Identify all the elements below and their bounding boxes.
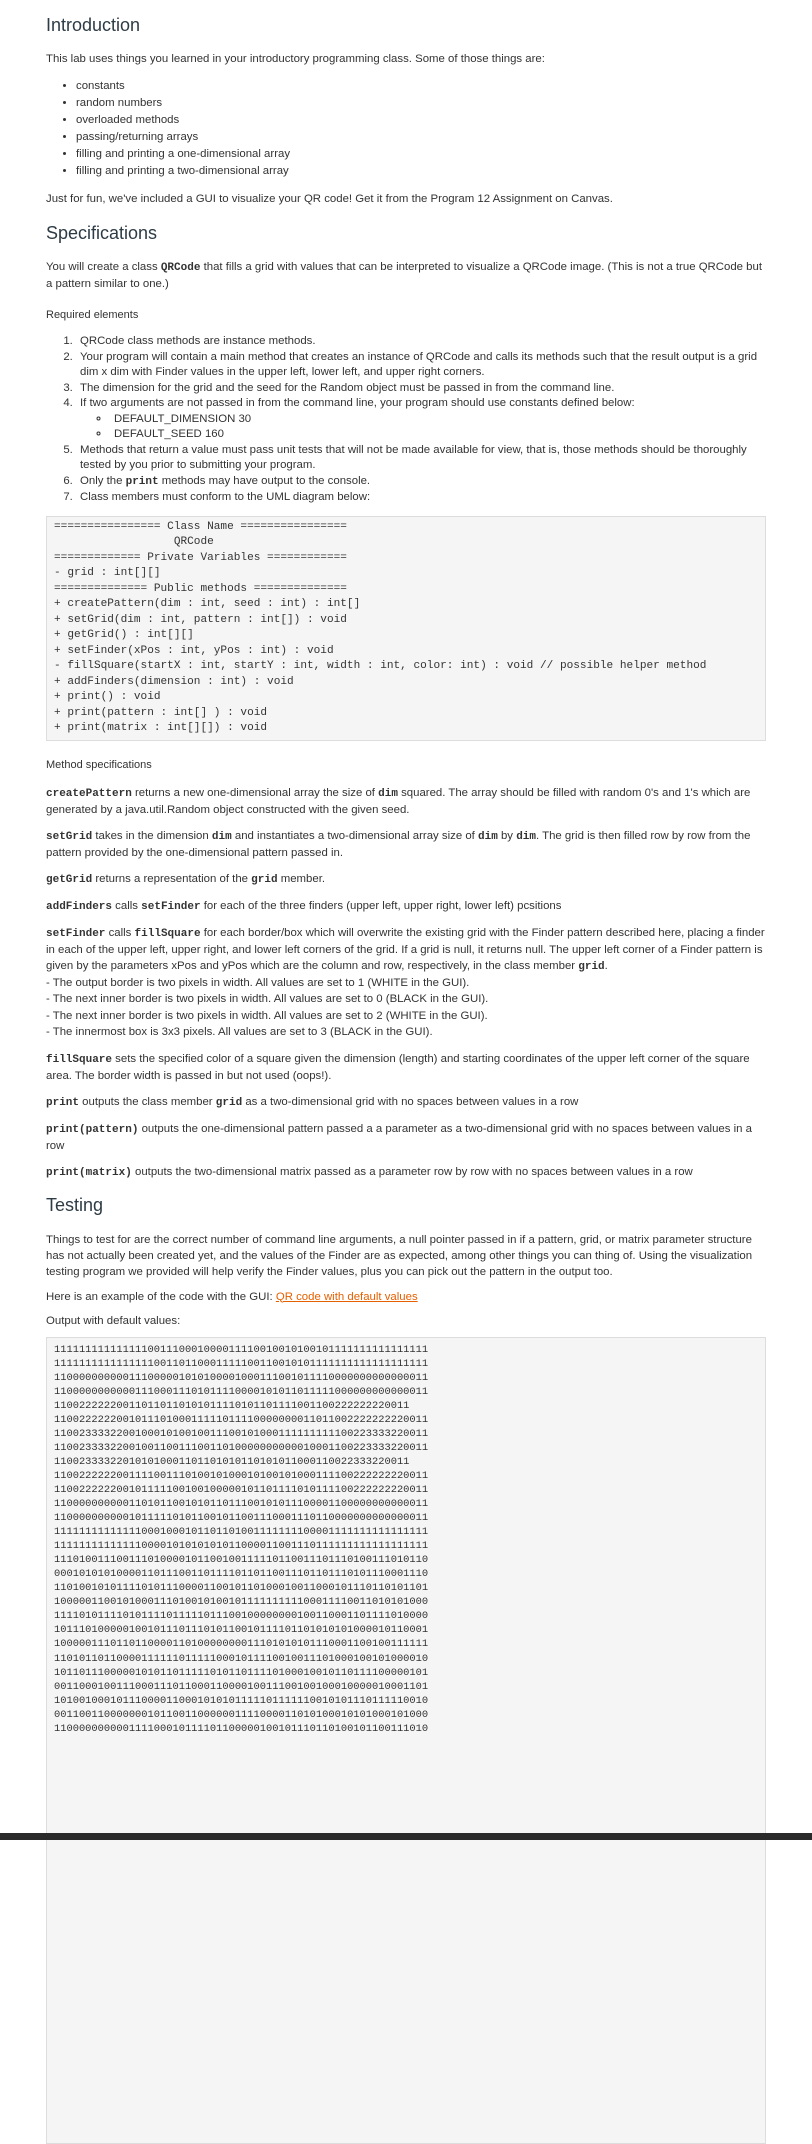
specifications-text: You will create a class QRCode that fills a grid with values that can be interpreted to visualize a QRCode image. (This is not a true QRCode but a pattern similar to one.)	[46, 261, 763, 290]
introduction-heading: Introduction	[46, 15, 141, 35]
method-addfinders: addFinders calls setFinder for each of the three finders (upper left, upper right, lower left) pcsitions	[46, 899, 562, 913]
qr-example-link[interactable]: QR code with default values	[275, 1290, 418, 1303]
list-item: 3. The dimension for the grid and the seed for the Random object must be passed in from the command line.	[76, 381, 766, 397]
list-item: ◦ DEFAULT_DIMENSION 30	[110, 412, 766, 428]
topics-list	[46, 78, 766, 180]
class-name-code: QRCode	[160, 262, 201, 274]
method-createpattern: createPattern returns a new one-dimensional array the size of dim squared. The array should be filled with random 0's and 1's which are generated by a java.util.Random object constructed with the given seed.	[46, 786, 751, 816]
method-print-matrix: print(matrix) outputs the two-dimensional matrix passed as a parameter row by row with no spaces between values in a row	[46, 1165, 693, 1179]
list-item: 7. Class members must conform to the UML diagram below:	[76, 490, 766, 506]
required-elements-list	[46, 334, 766, 506]
method-fillsquare: fillSquare sets the specified color of a square given the dimension (length) and starting coordinates of the upper left corner of the square area. The border width is passed in but not used (oops!).	[46, 1052, 750, 1082]
list-item: • passing/returning arrays	[76, 129, 766, 146]
list-item: • constants	[76, 78, 766, 95]
list-item: • overloaded methods	[76, 112, 766, 129]
method-specifications-title: Method specifications	[46, 758, 152, 771]
testing-text: Things to test for are the correct number of command line arguments, a null pointer passed in if a pattern, grid, or matrix parameter structure has not actually been created yet, and the values of the Finder are as expected, among other things you can thing of. Using the visualization testing program we provided will help verify the Finder values, plus you can pick out the pattern in the output too.	[46, 1233, 753, 1278]
list-item: 4. If two arguments are not passed in from the command line, your program should use constants defined below: ◦ DEFAULT_DIMENSION 30 ◦ DEFAULT_SEED 160	[76, 396, 766, 443]
list-item: 2. Your program will contain a main method that creates an instance of QRCode and calls its methods such that the result output is a grid dim x dim with Finder values in the upper left, lower left, and upper right corners.	[76, 350, 766, 381]
gui-note: Just for fun, we've included a GUI to visualize your QR code! Get it from the Program 12 Assignment on Canvas.	[46, 193, 613, 205]
bottom-scroll-edge	[0, 1833, 812, 1840]
list-item: • filling and printing a one-dimensional array	[76, 146, 766, 163]
example-text: Here is an example of the code with the GUI: QR code with default values	[46, 1290, 418, 1303]
testing-heading: Testing	[46, 1194, 104, 1215]
introduction-text: This lab uses things you learned in your introductory programming class. Some of those things are:	[46, 53, 545, 65]
specifications-heading: Specifications	[46, 223, 158, 243]
required-elements-title: Required elements	[46, 309, 139, 321]
list-item: 5. Methods that return a value must pass unit tests that will not be made available for view, that is, those methods should be thoroughly tested by you prior to submitting your program.	[76, 443, 766, 474]
qr-output-block: 111111111111111001110001000011110010010100101111111111111111 111111111111111100110110001111100110010101111111111111111111 110000000000111000001010100001000111001011110000000000000011 110000000000011100011101011110000101011011111000000000000011 110022222200110110110101011110101101111001100222222220011 110022222200101110100011111011110000000011011002222222220011 110023333220010001010010011100101000111111111100223333220011 110023333220010011001110011010000000000010001100223333220011 110023333220101010001101101010110101011000110022333220011 110022222200111100111010010100010100101000111100222222220011 110022222200101111100100100000101101111010111100222222220011 110000000000110101100101011011100101011100001100000000000011 110000000000101111101011001011001110001110110000000000000011 111111111111110001000101101101001111111100001111111111111111 111111111111110000101010101011000011001110111111111111111111 111010011100111010000101100100111110110011101110100111010110 000101010100001101110011011110110110011101101110101110001110 110100101011110101110000110010110100010011000101110110101101 100000110010100011101001010010111111111100011110011010101000 111101011110101111011111011100100000000100110001101111010000 101110100000100101110111010110010111101101010101000010110001 100000111011011000011010000000011101010101110001100100111111 110101101100001111110111110001011110010011101000100101000010 101101110000010101101111101011011110100010010110111100000101 001100010011100011101100011000010011100100100010000010001101 101001000101110000110001010101111101111110010101110111110010 001100110000000101100110000001111000011010100010101000101000 110000000000111100010111101100000100101110110100101100111010	[46, 1337, 766, 2144]
method-print: print outputs the class member grid as a two-dimensional grid with no spaces between values in a row	[46, 1095, 579, 1109]
constants-list	[80, 412, 766, 443]
method-setfinder: setFinder calls fillSquare for each border/box which will overwrite the existing grid with the Finder pattern described here, placing a finder in each of the upper left, upper right, and lower left corners of the grid. If a grid is null, it returns null. The upper left corner of a Finder pattern is given by the parameters xPos and yPos which are the column and row, respectively, in the class member grid. - The output border is two pixels in width. All values are set to 1 (WHITE in the GUI). - The next inner border is two pixels in width. All values are set to 0 (BLACK in the GUI). - The next inner border is two pixels in width. All values are set to 2 (WHITE in the GUI). - The innermost box is 3x3 pixels. All values are set to 3 (BLACK in the GUI).	[46, 926, 765, 1038]
method-setgrid: setGrid takes in the dimension dim and instantiates a two-dimensional array size of dim by dim. The grid is then filled row by row from the pattern provided by the one-dimensional pattern passed in.	[46, 829, 751, 859]
method-getgrid: getGrid returns a representation of the grid member.	[46, 872, 326, 886]
output-label: Output with default values:	[46, 1314, 181, 1327]
list-item: • random numbers	[76, 95, 766, 112]
list-item: 1. QRCode class methods are instance methods.	[76, 334, 766, 350]
list-item: • filling and printing a two-dimensional array	[76, 163, 766, 180]
list-item: ◦ DEFAULT_SEED 160	[110, 427, 766, 443]
method-print-pattern: print(pattern) outputs the one-dimensional pattern passed a a parameter as a two-dimensional grid with no spaces between values in a row	[46, 1122, 752, 1152]
list-item: 6. Only the print methods may have output to the console.	[76, 474, 766, 491]
uml-diagram: ================ Class Name ================ QRCode ============= Private Variables ============ - grid : int[][] ============== Public methods ============== + createPattern(dim : int, seed : int) : int[] + setGrid(dim : int, pattern : int[]) : void + getGrid() : int[][] + setFinder(xPos : int, yPos : int) : void - fillSquare(startX : int, startY : int, width : int, color: int) : void // possible helper method + addFinders(dimension : int) : void + print() : void + print(pattern : int[] ) : void + print(matrix : int[][]) : void	[46, 516, 766, 741]
